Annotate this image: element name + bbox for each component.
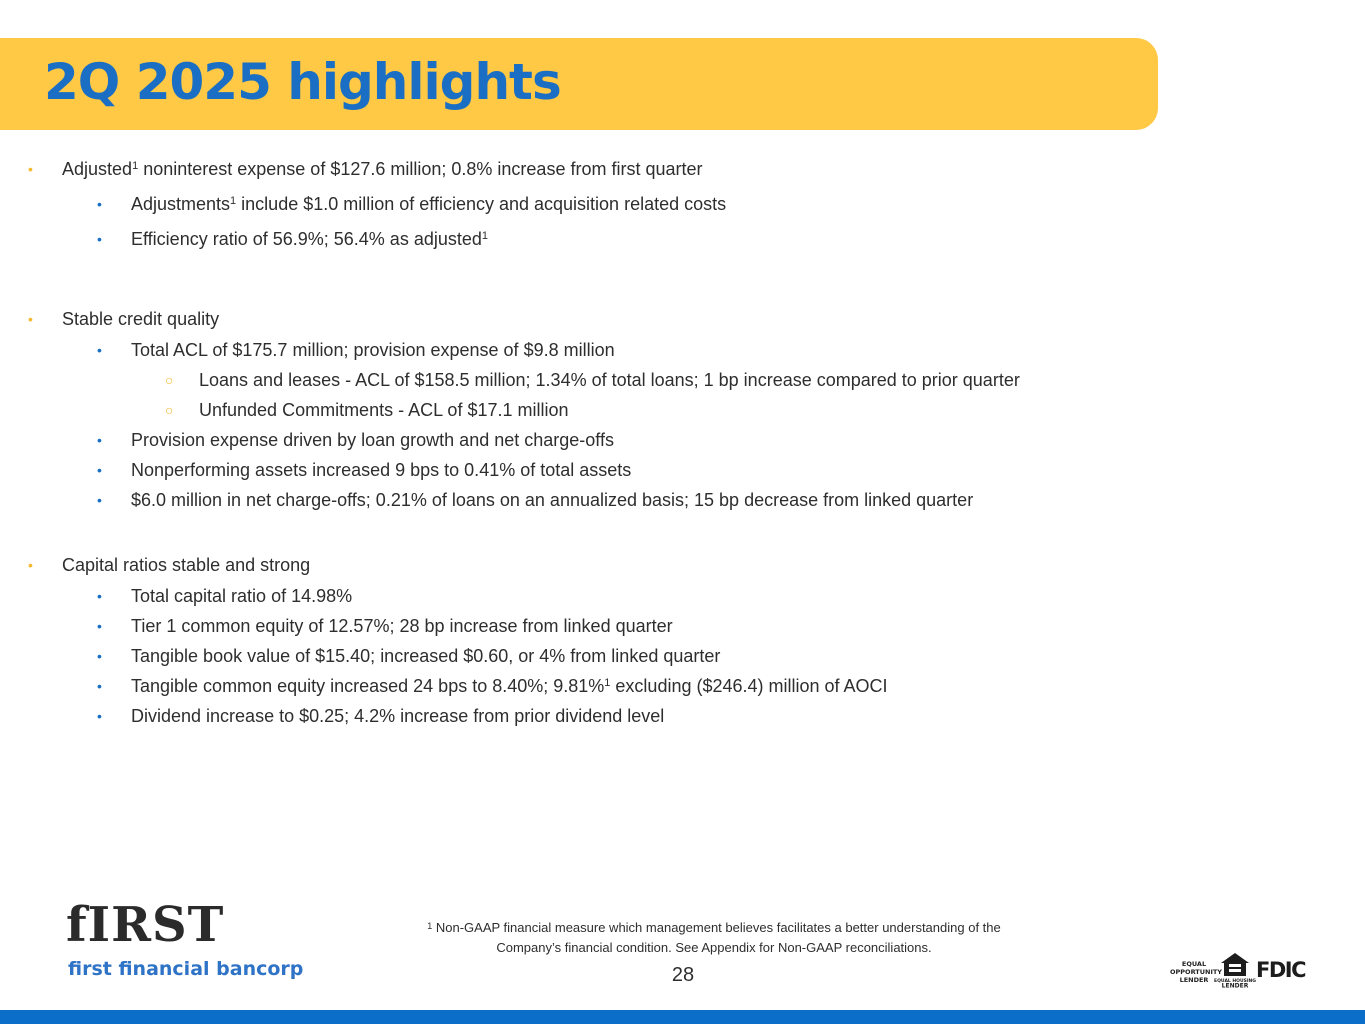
equal-housing-lender-icon xyxy=(1214,952,1256,990)
bullet-provision-expense: • Provision expense driven by loan growth and net charge-offs xyxy=(97,430,614,450)
bullet-adjusted-expense: • Adjusted$^1$ noninterest expense of $127.6 million; 0.8% increase from first quarter xyxy=(28,159,703,179)
bullet-dot-icon: • xyxy=(97,492,102,508)
bullet-loans-leases-acl: ○ Loans and leases - ACL of $158.5 million; 1.34% of total loans; 1 bp increase compared to prior quarter xyxy=(165,370,1020,390)
bullet-net-charge-offs: • $6.0 million in net charge-offs; 0.21% of loans on an annualized basis; 15 bp decrease from linked quarter xyxy=(97,490,974,510)
bullet-dot-icon: • xyxy=(97,648,102,664)
bullet-adjustments: • Adjustments$^1$ include $1.0 million of efficiency and acquisition related costs xyxy=(97,194,727,214)
bullet-dot-icon: • xyxy=(97,678,102,694)
svg-text:EQUAL HOUSING: EQUAL HOUSING xyxy=(1214,979,1256,984)
fdic-logo: FDIC xyxy=(1256,958,1306,982)
bullet-circle-icon: ○ xyxy=(165,402,174,418)
regulatory-badges xyxy=(1170,952,1305,990)
bullet-dividend-increase: • Dividend increase to $0.25; 4.2% increase from prior dividend level xyxy=(97,706,665,726)
bullet-dot-icon: • xyxy=(28,557,33,573)
page-title: 2Q 2025 highlights xyxy=(44,53,561,111)
bullet-unfunded-commitments: ○ Unfunded Commitments - ACL of $17.1 million xyxy=(165,400,569,420)
bullet-circle-icon: ○ xyxy=(165,372,174,388)
bullet-capital-ratios: • Capital ratios stable and strong xyxy=(28,555,311,575)
bullet-total-capital-ratio: • Total capital ratio of 14.98% xyxy=(97,586,353,606)
bullet-dot-icon: • xyxy=(97,342,102,358)
bullet-dot-icon: • xyxy=(97,708,102,724)
logo-subtitle: first financial bancorp xyxy=(68,958,304,980)
svg-text:LENDER: LENDER xyxy=(1221,982,1249,990)
bullet-total-acl: • Total ACL of $175.7 million; provision expense of $9.8 million xyxy=(97,340,615,360)
footnote: $^1$ Non-GAAP financial measure which management believes facilitates a better understanding of the Company’s financial condition. See Appendix for Non-GAAP reconciliations. xyxy=(427,920,1001,955)
first-financial-logo xyxy=(66,896,304,992)
bullet-dot-icon: • xyxy=(97,618,102,634)
bullet-tangible-book-value: • Tangible book value of $15.40; increased $0.60, or 4% from linked quarter xyxy=(97,646,721,666)
bullet-credit-quality: • Stable credit quality xyxy=(28,309,220,329)
bullet-dot-icon: • xyxy=(97,462,102,478)
bullet-tangible-common-equity: • Tangible common equity increased 24 bps to 8.40%; 9.81%$^1$ excluding ($246.4) million of AOCI xyxy=(97,676,888,696)
bullet-tier1-common-equity: • Tier 1 common equity of 12.57%; 28 bp increase from linked quarter xyxy=(97,616,673,636)
bullet-nonperforming-assets: • Nonperforming assets increased 9 bps to 0.41% of total assets xyxy=(97,460,632,480)
equal-opportunity-lender-badge: EQUAL OPPORTUNITY LENDER xyxy=(1170,960,1223,984)
bullet-efficiency-ratio: • Efficiency ratio of 56.9%; 56.4% as adjusted$^1$ xyxy=(97,229,489,249)
logo-wordmark: fIRST xyxy=(66,897,225,953)
bullet-dot-icon: • xyxy=(97,196,102,212)
bullet-dot-icon: • xyxy=(97,231,102,247)
bullet-dot-icon: • xyxy=(28,311,33,327)
page-number: 28 xyxy=(671,964,695,986)
bullet-dot-icon: • xyxy=(28,161,33,177)
bottom-brand-bar xyxy=(0,1010,1365,1024)
bullet-dot-icon: • xyxy=(97,432,102,448)
bullet-dot-icon: • xyxy=(97,588,102,604)
